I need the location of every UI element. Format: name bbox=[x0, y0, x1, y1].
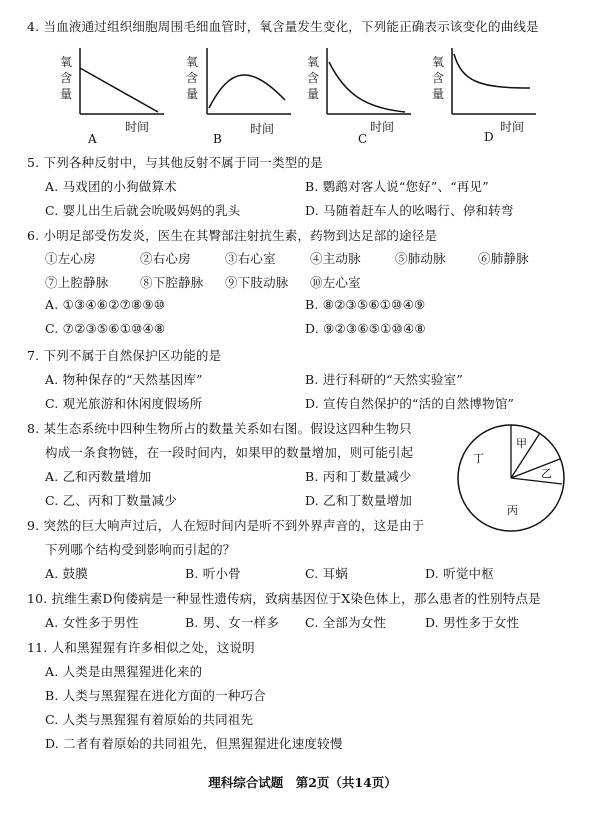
q6-option-c: C. ⑦②③⑤⑥①⑩④⑧ bbox=[45, 321, 166, 336]
population-pie-chart bbox=[455, 422, 567, 534]
graph-a-ylabel: 氧含量 bbox=[60, 55, 73, 101]
q11-option-d: D. 二者有着原始的共同祖先，但黑猩猩进化速度较慢 bbox=[45, 736, 343, 751]
q7-option-b: B. 进行科研的“天然实验室” bbox=[305, 372, 463, 387]
q7-option-a: A. 物种保存的“天然基因库” bbox=[45, 372, 203, 387]
q6-item-2: ②右心房 bbox=[140, 251, 191, 266]
graph-b bbox=[185, 42, 295, 134]
graph-b-ylabel: 氧含量 bbox=[186, 55, 199, 101]
q8-option-c: C. 乙、丙和丁数量减少 bbox=[45, 493, 177, 508]
q9-option-d: D. 听觉中枢 bbox=[425, 566, 494, 581]
graph-c-ylabel: 氧含量 bbox=[307, 55, 320, 101]
q6-item-5: ⑤肺动脉 bbox=[395, 251, 446, 266]
q9-option-b: B. 听小骨 bbox=[185, 566, 241, 581]
q5-option-d: D. 马随着赶车人的吆喝行、停和转弯 bbox=[305, 203, 514, 218]
graph-d-xlabel: 时间 bbox=[500, 120, 525, 134]
q6-item-9: ⑨下肢动脉 bbox=[225, 275, 289, 290]
q6-item-8: ⑧下腔静脉 bbox=[140, 275, 204, 290]
graph-c-xlabel: 时间 bbox=[370, 120, 395, 134]
q6-option-b: B. ⑧②③⑤⑥①⑩④⑨ bbox=[305, 297, 426, 312]
q5-option-c: C. 婴儿出生后就会吮吸妈妈的乳头 bbox=[45, 203, 241, 218]
pie-label-yi: 乙 bbox=[541, 467, 552, 480]
q11-stem: 11. 人和黑猩猩有许多相似之处，这说明 bbox=[27, 640, 255, 655]
q6-item-7: ⑦上腔静脉 bbox=[45, 275, 109, 290]
graph-b-xlabel: 时间 bbox=[250, 122, 275, 136]
q9-stem-2: 下列哪个结构受到影响而引起的？ bbox=[45, 542, 236, 557]
q6-item-4: ④主动脉 bbox=[310, 251, 361, 266]
q5-option-b: B. 鹦鹉对客人说“您好”、“再见” bbox=[305, 179, 489, 194]
q10-stem: 10. 抗维生素D佝偻病是一种显性遗传病，致病基因位于X染色体上，那么患者的性别特点是 bbox=[27, 591, 541, 606]
pie-label-ding: 丁 bbox=[473, 452, 484, 465]
q7-option-d: D. 宣传自然保护的“活的自然博物馆” bbox=[305, 396, 515, 411]
q7-option-c: C. 观光旅游和休闲度假场所 bbox=[45, 396, 203, 411]
graph-c-letter: C bbox=[358, 132, 368, 146]
q10-option-d: D. 男性多于女性 bbox=[425, 615, 520, 630]
q8-option-a: A. 乙和丙数量增加 bbox=[45, 469, 152, 484]
q6-item-1: ①左心房 bbox=[45, 251, 96, 266]
graph-a-letter: A bbox=[88, 132, 97, 146]
pie-label-jia: 甲 bbox=[516, 437, 527, 450]
pie-label-bing: 丙 bbox=[507, 504, 518, 517]
q11-option-a: A. 人类是由黑猩猩进化来的 bbox=[45, 664, 203, 679]
q8-stem-2: 构成一条食物链，在一段时间内，如果甲的数量增加，则可能引起 bbox=[45, 445, 414, 460]
q6-item-3: ③右心室 bbox=[225, 251, 276, 266]
q6-option-d: D. ⑨②③⑥⑤①⑩④⑧ bbox=[305, 321, 426, 336]
q8-option-b: B. 丙和丁数量减少 bbox=[305, 469, 412, 484]
q5-option-a: A. 马戏团的小狗做算术 bbox=[45, 179, 177, 194]
q9-option-c: C. 耳蜗 bbox=[305, 566, 349, 581]
q9-option-a: A. 鼓膜 bbox=[45, 566, 88, 581]
q10-option-c: C. 全部为女性 bbox=[305, 615, 387, 630]
q8-option-d: D. 乙和丁数量增加 bbox=[305, 493, 413, 508]
graph-a bbox=[58, 42, 168, 134]
q6-item-6: ⑥肺静脉 bbox=[478, 251, 529, 266]
q10-option-a: A. 女性多于男性 bbox=[45, 615, 139, 630]
page-footer: 理科综合试题 第2页（共14页） bbox=[208, 775, 397, 790]
q6-item-10: ⑩左心室 bbox=[310, 275, 361, 290]
q11-option-b: B. 人类与黑猩猩在进化方面的一种巧合 bbox=[45, 688, 266, 703]
q4-stem: 4. 当血液通过组织细胞周围毛细血管时，氧含量发生变化，下列能正确表示该变化的曲线是 bbox=[27, 19, 539, 34]
q8-stem-1: 8. 某生态系统中四种生物所占的数量关系如右图。假设这四种生物只 bbox=[27, 421, 412, 436]
graph-b-letter: B bbox=[213, 132, 222, 146]
graph-d-ylabel: 氧含量 bbox=[432, 55, 445, 101]
q6-stem: 6. 小明足部受伤发炎，医生在其臀部注射抗生素，药物到达足部的途径是 bbox=[27, 228, 438, 243]
q5-stem: 5. 下列各种反射中，与其他反射不属于同一类型的是 bbox=[27, 155, 323, 170]
q11-option-c: C. 人类与黑猩猩有着原始的共同祖先 bbox=[45, 712, 254, 727]
q7-stem: 7. 下列不属于自然保护区功能的是 bbox=[27, 348, 222, 363]
q10-option-b: B. 男、女一样多 bbox=[185, 615, 279, 630]
graph-c bbox=[305, 42, 415, 134]
graph-a-xlabel: 时间 bbox=[125, 120, 150, 134]
q9-stem-1: 9. 突然的巨大响声过后，人在短时间内是听不到外界声音的，这是由于 bbox=[27, 518, 425, 533]
graph-d-letter: D bbox=[484, 130, 494, 144]
q6-option-a: A. ①③④⑥②⑦⑧⑨⑩ bbox=[45, 297, 166, 312]
